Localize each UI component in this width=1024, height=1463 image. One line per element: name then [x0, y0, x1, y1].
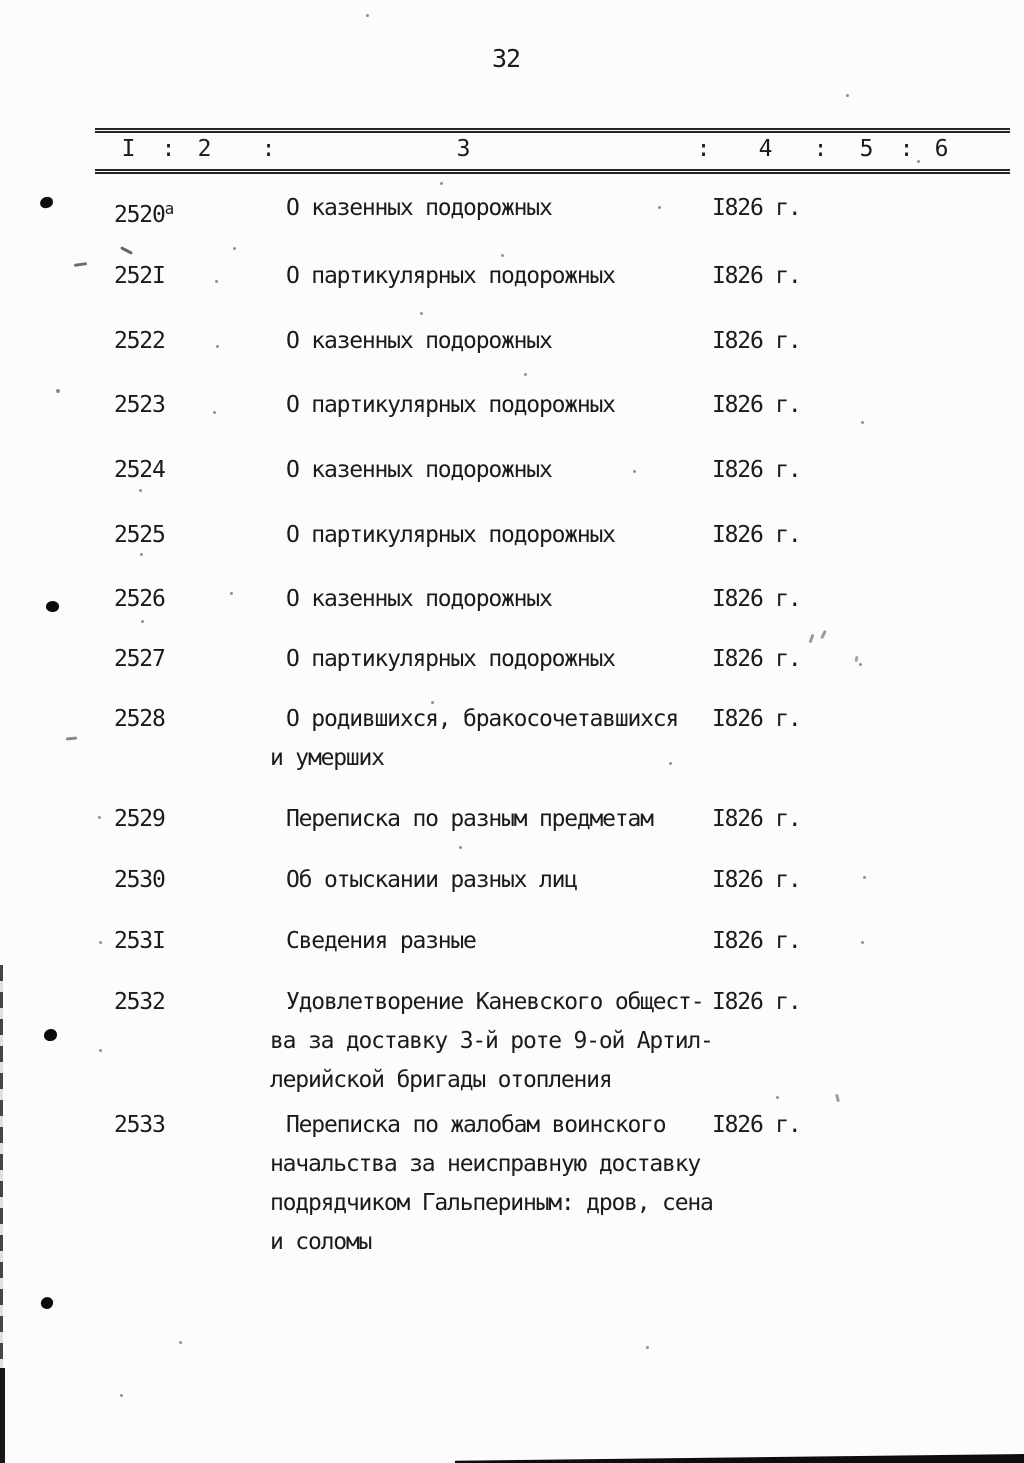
scan-edge-smudge	[0, 1368, 5, 1463]
case-title	[270, 322, 722, 361]
pencil-mark	[835, 1094, 840, 1103]
case-year: I826 г.	[712, 867, 801, 893]
scan-speck	[501, 254, 504, 257]
header-cell: I	[121, 136, 135, 162]
scan-speck	[216, 345, 219, 348]
case-title-line: О казенных подорожных	[286, 328, 552, 354]
case-year: I826 г.	[712, 522, 801, 548]
case-number: 2532	[114, 989, 165, 1015]
pencil-mark	[809, 634, 815, 643]
pencil-mark	[820, 630, 827, 639]
scan-speck	[120, 1394, 123, 1397]
case-title-line: Удовлетворение Каневского общест-	[286, 989, 704, 1015]
case-year: I826 г.	[712, 928, 801, 954]
margin-dot	[39, 1295, 54, 1310]
scan-bottom-artifact	[455, 1454, 1024, 1463]
scan-speck	[431, 701, 434, 704]
margin-dot	[45, 600, 59, 613]
case-title	[270, 922, 722, 961]
case-year: I826 г.	[712, 328, 801, 354]
case-year: I826 г.	[712, 806, 801, 832]
scan-speck	[846, 94, 849, 97]
case-title	[270, 800, 722, 839]
header-cell: 2	[197, 136, 211, 162]
header-cell: 5	[859, 136, 873, 162]
case-number: 2522	[114, 328, 165, 354]
case-number: 2526	[114, 586, 165, 612]
case-title-line: ва за доставку 3-й роте 9-ой Артил-	[270, 1028, 713, 1054]
case-number: 2528	[114, 706, 165, 732]
case-title	[270, 861, 722, 900]
case-title-line: и умерших	[270, 745, 384, 771]
case-title-line: О партикулярных подорожных	[286, 646, 615, 672]
case-number-superscript: а	[164, 199, 174, 218]
pencil-mark	[74, 262, 87, 267]
scan-speck	[99, 1049, 102, 1052]
scan-speck	[140, 553, 143, 556]
case-title-line: Об отыскании разных лиц	[286, 867, 577, 893]
case-number: 2529	[114, 806, 165, 832]
scan-speck	[646, 1346, 649, 1349]
header-separator: :	[899, 136, 913, 162]
scan-speck	[233, 247, 236, 250]
case-year: I826 г.	[712, 646, 801, 672]
case-number: 2523	[114, 392, 165, 418]
case-title	[270, 257, 722, 296]
case-title-line: О партикулярных подорожных	[286, 522, 615, 548]
case-year: I826 г.	[712, 1112, 801, 1138]
scan-speck	[420, 312, 423, 315]
scan-speck	[861, 941, 864, 944]
scan-speck	[669, 762, 672, 765]
case-year: I826 г.	[712, 457, 801, 483]
scan-speck	[658, 206, 661, 209]
case-number: 2527	[114, 646, 165, 672]
case-number: 253I	[114, 928, 165, 954]
case-year: I826 г.	[712, 263, 801, 289]
header-cell: 3	[456, 136, 470, 162]
case-title-line: и соломы	[270, 1229, 372, 1255]
case-number: 2524	[114, 457, 165, 483]
case-title	[270, 386, 722, 425]
scan-speck	[859, 663, 862, 666]
scan-speck	[141, 620, 144, 623]
scan-speck	[863, 876, 866, 879]
scan-speck	[861, 421, 864, 424]
scan-speck	[917, 160, 920, 163]
case-title	[270, 189, 722, 228]
case-title-line: О казенных подорожных	[286, 586, 552, 612]
case-title-line: подрядчиком Гальпериным: дров, сена	[270, 1190, 713, 1216]
case-title	[270, 516, 722, 555]
header-separator: :	[261, 136, 275, 162]
case-year: I826 г.	[712, 392, 801, 418]
case-title-line: О родившихся, бракосочетавшихся	[286, 706, 679, 732]
scan-speck	[440, 182, 443, 185]
case-title-line: лерийской бригады отопления	[270, 1067, 612, 1093]
case-number: 2525	[114, 522, 165, 548]
header-cell: 4	[758, 136, 772, 162]
scan-speck	[524, 373, 527, 376]
case-year: I826 г.	[712, 706, 801, 732]
case-year: I826 г.	[712, 195, 801, 221]
case-number: 2533	[114, 1112, 165, 1138]
case-title-line: Переписка по разным предметам	[286, 806, 653, 832]
scan-speck	[633, 470, 636, 473]
page-number: 32	[492, 44, 521, 73]
pencil-mark	[854, 656, 858, 662]
header-separator: :	[813, 136, 827, 162]
pencil-mark	[56, 389, 60, 393]
scan-speck	[230, 592, 233, 595]
case-title	[270, 451, 722, 490]
margin-dot	[39, 196, 54, 209]
header-separator: :	[696, 136, 710, 162]
header-cell: 6	[934, 136, 948, 162]
case-title-line: Переписка по жалобам воинского	[286, 1112, 666, 1138]
case-title-line: Сведения разные	[286, 928, 476, 954]
scan-speck	[179, 1341, 182, 1344]
case-title	[270, 640, 722, 679]
margin-dot	[44, 1029, 57, 1041]
pencil-mark	[120, 246, 133, 255]
case-number: 2530	[114, 867, 165, 893]
case-title-line: О партикулярных подорожных	[286, 392, 615, 418]
case-number: $2520^а$	[114, 199, 174, 228]
case-title	[270, 580, 722, 619]
scan-speck	[139, 489, 142, 492]
case-year: I826 г.	[712, 989, 801, 1015]
table-header-rule-bottom	[95, 169, 1010, 174]
scan-speck	[99, 941, 102, 944]
scan-speck	[98, 816, 101, 819]
scan-speck	[213, 411, 216, 414]
pencil-mark	[66, 737, 77, 741]
case-title	[270, 983, 722, 1100]
case-title-line: О партикулярных подорожных	[286, 263, 615, 289]
case-title-line: начальства за неисправную доставку	[270, 1151, 701, 1177]
header-separator: :	[161, 136, 175, 162]
case-year: I826 г.	[712, 586, 801, 612]
case-title-line: О казенных подорожных	[286, 457, 552, 483]
case-title	[270, 700, 722, 778]
case-title	[270, 1106, 722, 1262]
scan-speck	[776, 1096, 779, 1099]
case-number: 252I	[114, 263, 165, 289]
scan-speck	[459, 846, 462, 849]
table-header-rule-top	[95, 128, 1010, 133]
scan-speck	[366, 14, 369, 17]
scan-speck	[215, 280, 218, 283]
case-title-line: О казенных подорожных	[286, 195, 552, 221]
